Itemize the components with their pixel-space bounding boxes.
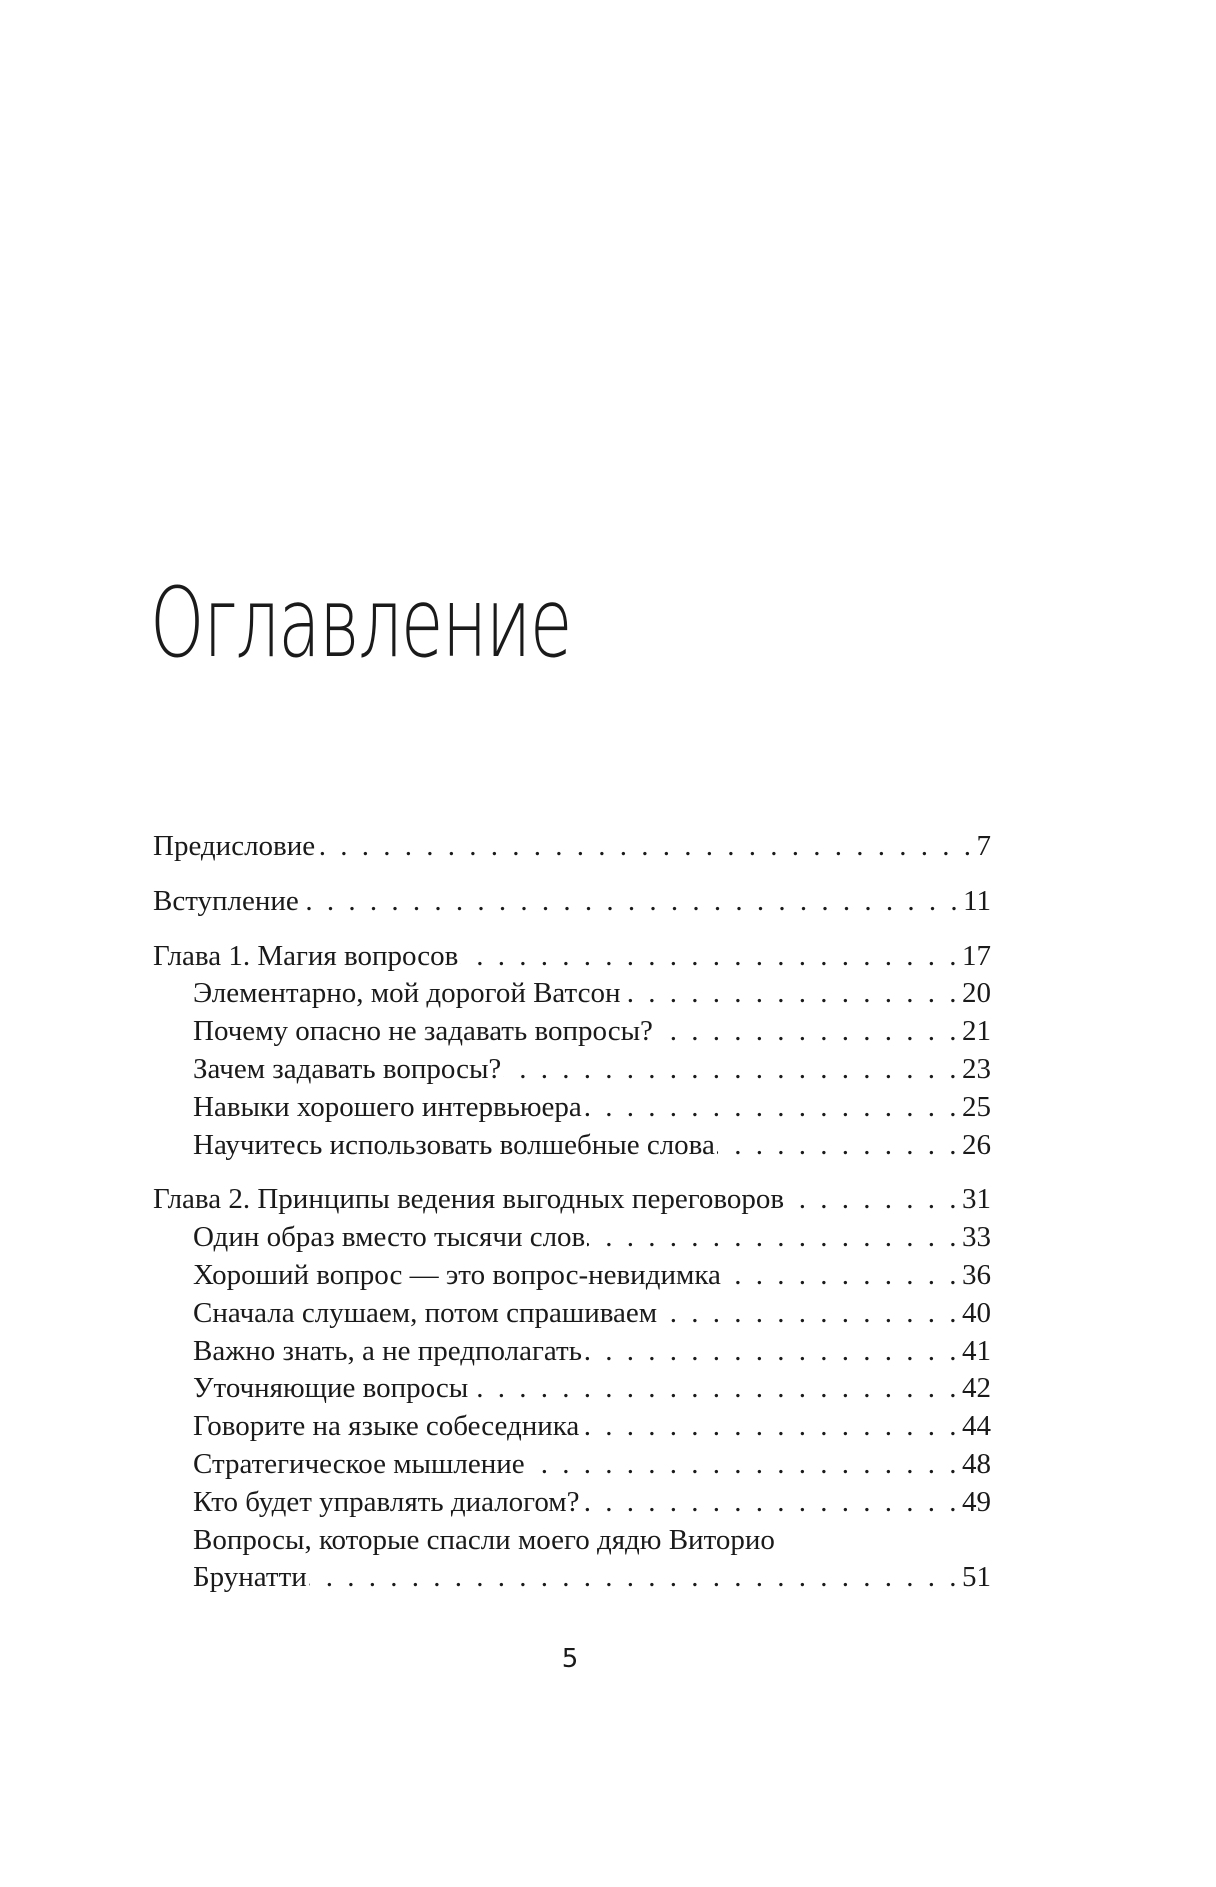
toc-entry-page: 7 [976,830,991,862]
toc-entry-title: Говорите на языке собеседника [193,1410,580,1443]
toc-entry-page: 20 [962,977,991,1010]
toc-entry-page: 23 [962,1052,991,1085]
toc-entry-section-continuation[interactable] [153,1559,991,1597]
dot-leader [717,1127,960,1165]
toc-entry-title: Элементарно, мой дорогой Ватсон [193,977,621,1010]
dot-leader [470,1370,960,1408]
toc-entry-title: Научитесь использовать волшебные слова [193,1128,715,1161]
toc-entry-title: Глава 2. Принципы ведения выгодных переговоров [153,1183,785,1216]
toc-entry-section[interactable] [153,1295,991,1333]
toc-entry-section[interactable] [153,1013,991,1051]
toc-entry-section[interactable] [153,1257,991,1295]
toc-entry-preface[interactable] [153,828,991,866]
toc-entry-section[interactable] [153,1408,991,1446]
dot-leader [317,828,974,866]
toc-group-chapter-2 [153,1181,991,1597]
toc-entry-title: Вопросы, которые спасли моего дядю Виторио [193,1523,775,1556]
dot-leader [655,1013,960,1051]
toc-entry-page: 40 [962,1296,991,1329]
toc-entry-page: 25 [962,1090,991,1123]
dot-leader [309,1559,960,1597]
dot-leader [584,1333,960,1371]
toc-entry-page: 33 [962,1221,991,1254]
toc-entry-section[interactable] [153,1484,991,1522]
toc-entry-page: 51 [962,1561,991,1594]
toc-entry-page: 49 [962,1485,991,1518]
page-number: 5 [561,1644,579,1674]
toc-entry-page: 44 [962,1410,991,1443]
dot-leader [723,1257,960,1295]
toc-entry-section[interactable] [153,1051,991,1089]
toc-entry-page: 21 [962,1015,991,1048]
dot-leader [582,1484,960,1522]
dot-leader [584,1089,960,1127]
toc-entry-title: Кто будет управлять диалогом? [193,1485,580,1518]
toc-entry-title: Сначала слушаем, потом спрашиваем [193,1296,658,1329]
toc-entry-title: Брунатти [193,1561,307,1594]
toc-entry-chapter-2[interactable] [153,1181,991,1219]
dot-leader [527,1446,960,1484]
toc-group-chapter-1 [153,938,991,1165]
toc-entry-title: Один образ вместо тысячи слов [193,1221,586,1254]
toc-entry-page: 26 [962,1128,991,1161]
toc-entry-section[interactable] [153,1089,991,1127]
dot-leader [301,883,961,921]
toc-entry-section[interactable] [153,1219,991,1257]
toc-entry-section[interactable] [153,1370,991,1408]
toc-entry-page: 31 [962,1183,991,1216]
toc-entry-title: Навыки хорошего интервьюера [193,1090,582,1123]
toc-entry-title: Предисловие [153,830,316,862]
toc-group-preface [153,828,991,866]
table-of-contents [153,828,991,1597]
toc-entry-title: Важно знать, а не предполагать [193,1334,582,1367]
dot-leader [503,1051,960,1089]
toc-entry-title: Уточняющие вопросы [193,1372,469,1405]
toc-entry-title: Глава 1. Магия вопросов [153,939,459,972]
toc-entry-title: Стратегическое мышление [193,1447,525,1480]
toc-entry-chapter-1[interactable] [153,938,991,976]
toc-entry-page: 11 [963,884,991,917]
toc-entry-section[interactable] [153,1446,991,1484]
toc-entry-title: Хороший вопрос — это вопрос-невидимка [193,1258,721,1291]
toc-entry-page: 17 [962,939,991,972]
toc-entry-title: Вступление [153,884,299,917]
toc-entry-page: 41 [962,1334,991,1367]
page-title: Оглавление [150,567,571,679]
toc-entry-section[interactable] [153,975,991,1013]
toc-entry-page: 42 [962,1372,991,1405]
dot-leader [659,1295,960,1333]
toc-entry-introduction[interactable] [153,883,991,921]
dot-leader [622,975,960,1013]
toc-entry-section[interactable] [153,1127,991,1165]
toc-entry-page: 36 [962,1258,991,1291]
toc-group-introduction [153,883,991,921]
toc-entry-title: Почему опасно не задавать вопросы? [193,1015,653,1048]
toc-entry-section[interactable] [153,1522,991,1560]
dot-leader [786,1181,960,1219]
dot-leader [587,1219,960,1257]
toc-entry-page: 48 [962,1447,991,1480]
toc-entry-title: Зачем задавать вопросы? [193,1052,502,1085]
dot-leader [581,1408,960,1446]
dot-leader [460,938,960,976]
toc-entry-section[interactable] [153,1333,991,1371]
